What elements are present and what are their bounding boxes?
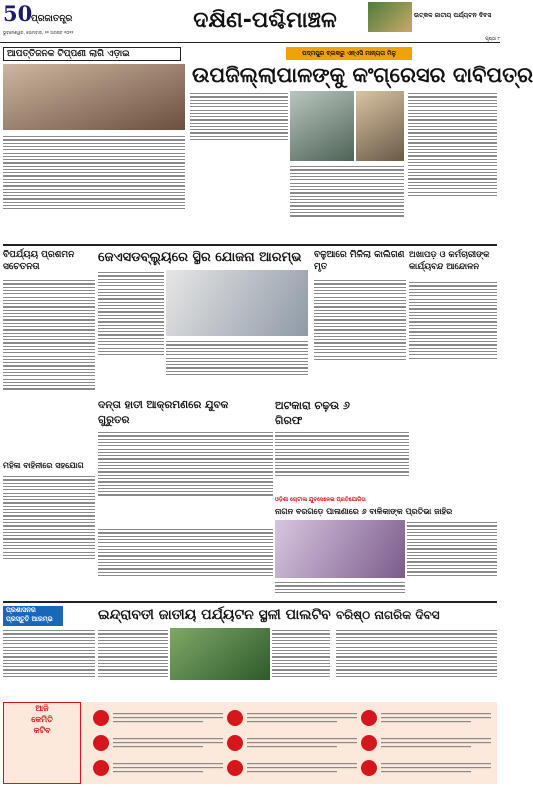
horoscope-title-box [3,702,81,784]
story7-body [275,430,409,495]
story5-headline: ଅଖାପଡ଼ ଓ କର୍ମଚାରୀଙ୍କ କାର୍ଯ୍ୟବନ୍ଦ ଆନ୍ଦୋଳନ [409,250,490,272]
section-title: ଦକ୍ଷିଣ-ପଶ୍ଚିମାଞ୍ଚଳ [193,8,337,33]
anniversary-logo [3,2,33,26]
horoscope-title-l3: କଟିବ [33,726,51,735]
zodiac-icon-1 [93,710,109,726]
story1-headline: ଉପଜିଲ୍ଲାପାଳଙ୍କୁ କଂଗ୍ରେସର ଦାବିପତ୍ର [192,63,533,87]
edition-line: ଭୁବନେଶ୍ୱର, ସୋମବାର, ୨୨ ଅଗଷ୍ଟ ୨୦୨୨ [3,30,74,35]
story1-body-b [290,164,404,241]
story8-headline: ନାଗନ ବରଗଡ଼େ ପାଳାଣାରେ ୬ ବାଳିକାଙ୍କ ପ୍ରତିଭା ଜାହିର [275,507,453,516]
promo-title: ଉତ୍କଳ ଜାତୀୟ ପର୍ଯ୍ୟଟନ ଦିବସ [414,12,492,19]
story6-headline: ଦନ୍ତା ହାତୀ ଆକ୍ରମଣରେ ଯୁବକ ଗୁରୁତର [98,399,229,426]
zodiac-icon-5 [227,735,243,751]
rule-1 [3,244,497,246]
story1-body-a [190,91,288,241]
story-left-photo [3,64,185,130]
zodiac-icon-3 [361,710,377,726]
horoscope-band [3,702,497,784]
story8-body-b [275,580,405,600]
story8-kicker: ଓଡ଼ିଶା ଚୋଟାଳା ଯୁବସେନେଇ ପ୍ରତିଯୋଗିତା [275,497,366,503]
story4-headline: ବଳୁଆରେ ମିଳିଲା କାଲିଗଣ ମୃତ [314,250,405,272]
strip-left-text: ଆପତ୍ତିଜନକ ଟିପ୍ପଣୀ ଲାଗି ଏଡ଼ାଇ [7,49,130,59]
anniversary-number: 50 [3,1,33,26]
story10-tag-l1: ପ୍ରଶାସନର [6,606,36,614]
page-number: ପୃଷ୍ଠା ୮ [485,37,500,42]
zodiac-grid [85,704,495,782]
story3-photo [166,270,308,336]
story3-headline: ଜେଏସଡବ୍ଲ୍ୟୁରେ ସ୍ଥିର ଯୋଜନା ଆରମ୍ଭ [98,250,302,265]
story10-tag [3,606,63,626]
story10-tag-l2: ପ୍ରସ୍ତୁତି ଆରମ୍ଭ [6,615,53,623]
story11-body-b [272,628,330,698]
story8-photo [275,520,405,578]
story1-kicker: ପଦ୍ମପୁର ବ୍ଲକରୁ ଏନ୍ଏସି ମାନ୍ୟତା ମିଳୁ [302,50,396,57]
story12-headline: ବରିଷ୍ଠ ନାଗରିକ ଦିବସ [336,608,440,622]
story5-body [409,280,497,393]
story-left-body [3,134,185,238]
brand-name: ପ୍ରଜାତନ୍ତ୍ର [31,14,73,24]
story11-body-a [98,628,168,698]
story6-body [98,430,273,525]
story6-body-b [98,527,273,597]
story7-headline: ଅଟକାରା ଚଢ଼ଉ ୬ ଗିରଫ [275,399,350,427]
rule-2 [3,601,497,603]
story1-photo-a [290,91,354,161]
promo-photo [368,2,412,32]
story12-body [336,628,497,698]
story11-headline: ଇନ୍ଦ୍ରାବତୀ ଜାତୀୟ ପର୍ଯ୍ୟଟନ ସ୍ଥଳୀ ପାଲଟିବ [98,607,331,623]
brand-logo [31,6,97,24]
story4-body [314,278,406,393]
story10-body [3,628,95,698]
zodiac-icon-6 [361,735,377,751]
horoscope-title-l1: ଆଜି [35,704,49,713]
story1-body-c [408,91,497,241]
zodiac-icon-4 [93,735,109,751]
zodiac-icon-7 [93,760,109,776]
story2-headline: ବିପର୍ଯ୍ୟୟ ପ୍ରଶମନ ସଚେତନତା [3,250,75,272]
story1-photo-b [356,91,404,161]
story9-headline: ମହିଳା ବାହିନୀରେ ସହଯୋଗ [3,461,84,470]
zodiac-icon-9 [361,760,377,776]
story3-body-a [98,270,164,390]
story11-photo [170,628,270,680]
story8-body [407,520,497,600]
story9-body [3,474,95,594]
story2-body [3,278,95,433]
zodiac-icon-8 [227,760,243,776]
strip-left [3,47,181,61]
masthead [0,0,500,43]
story3-body-b [166,339,308,393]
story1-kicker-box [286,47,412,60]
zodiac-icon-2 [227,710,243,726]
horoscope-title-l2: କେମିତି [31,715,53,724]
